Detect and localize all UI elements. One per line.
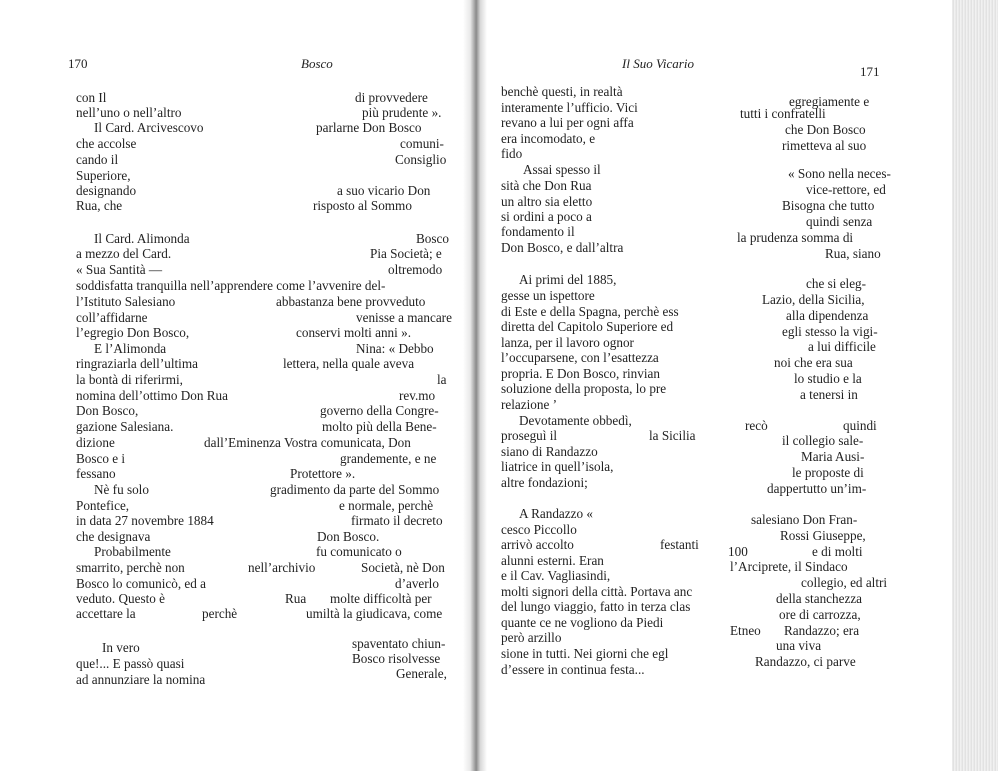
text-line: Superiore, xyxy=(76,168,131,183)
text-line: di provvedere xyxy=(355,90,428,105)
text-line: Bosco lo comunicò, ed a xyxy=(76,576,207,591)
text-line: alla dipendenza xyxy=(786,308,869,323)
text-line: Pia Società; e xyxy=(370,246,442,261)
text-line: Rua, che xyxy=(76,198,123,213)
text-line: che designava xyxy=(76,529,151,544)
text-line: perchè xyxy=(202,606,238,621)
text-line: della stanchezza xyxy=(776,591,863,606)
text-line: nomina dell’ottimo Don Rua xyxy=(76,388,229,403)
text-line: dall’Eminenza Vostra comunicata, Don xyxy=(204,435,411,450)
text-line: accettare la xyxy=(76,606,136,621)
text-line: l’Istituto Salesiano xyxy=(76,294,176,309)
text-line: propria. E Don Bosco, rinvian xyxy=(501,366,660,381)
text-line: Il Card. Alimonda xyxy=(94,231,190,246)
text-line: salesiano Don Fran- xyxy=(751,512,858,527)
text-line: molti signori della città. Portava anc xyxy=(501,584,693,599)
text-line: 100 xyxy=(728,544,748,559)
text-line: Bosco e i xyxy=(76,451,126,466)
text-line: un altro sia eletto xyxy=(501,194,593,209)
text-line: soddisfatta tranquilla nell’apprendere come l’avvenire del- xyxy=(76,278,386,293)
text-line: noi che era sua xyxy=(774,355,853,370)
text-line: abbastanza bene provveduto xyxy=(276,294,426,309)
text-line: E l’Alimonda xyxy=(94,341,167,356)
text-line: umiltà la giudicava, come xyxy=(306,606,443,621)
text-line: fondamento il xyxy=(501,224,575,239)
page-number-right: 171 xyxy=(860,64,880,79)
text-line: Don Bosco, e dall’altra xyxy=(501,240,624,255)
text-line: a mezzo del Card. xyxy=(76,246,172,261)
text-line: Bisogna che tutto xyxy=(782,198,875,213)
right-page xyxy=(476,0,998,771)
text-line: veduto. Questo è xyxy=(76,591,165,606)
text-line: del lungo viaggio, fatto in terza clas xyxy=(501,599,691,614)
text-line: però arzillo xyxy=(501,630,562,645)
text-line: Ai primi del 1885, xyxy=(519,272,617,287)
text-line: e il Cav. Vagliasindi, xyxy=(501,568,611,583)
text-line: smarrito, perchè non xyxy=(76,560,185,575)
text-line: Consiglio xyxy=(395,152,447,167)
text-line: alunni esterni. Eran xyxy=(501,553,604,568)
text-line: Assai spesso il xyxy=(523,162,601,177)
text-line: la bontà di riferirmi, xyxy=(76,372,183,387)
text-line: l’egregio Don Bosco, xyxy=(76,325,190,340)
text-line: A Randazzo « xyxy=(519,506,593,521)
text-line: quante ce ne vogliono da Piedi xyxy=(501,615,664,630)
text-line: Protettore ». xyxy=(290,466,356,481)
text-line: recò xyxy=(745,418,768,433)
text-line: la prudenza somma di xyxy=(737,230,854,245)
text-line: In vero xyxy=(102,640,140,655)
text-line: collegio, ed altri xyxy=(801,575,888,590)
text-line: che accolse xyxy=(76,136,137,151)
text-line: Società, nè Don xyxy=(361,560,445,575)
text-line: Randazzo, ci parve xyxy=(755,654,856,669)
text-line: Rua xyxy=(285,591,307,606)
text-line: rev.mo xyxy=(399,388,436,403)
text-line: gradimento da parte del Sommo xyxy=(270,482,440,497)
text-line: l’Arciprete, il Sindaco xyxy=(730,559,848,574)
running-head-left: Bosco xyxy=(301,56,333,71)
text-line: ad annunziare la nomina xyxy=(76,672,206,687)
text-line: una viva xyxy=(776,638,822,653)
text-line: Bosco xyxy=(416,231,449,246)
text-line: che Don Bosco xyxy=(785,122,866,137)
text-line: d’essere in continua festa... xyxy=(501,662,645,677)
text-line: benchè questi, in realtà xyxy=(501,84,623,99)
text-line: risposto al Sommo xyxy=(313,198,412,213)
text-line: Generale, xyxy=(396,666,447,681)
text-line: Don Bosco, xyxy=(76,403,139,418)
text-line: Nina: « Debbo xyxy=(356,341,434,356)
text-line: ore di carrozza, xyxy=(779,607,861,622)
text-line: conservi molti anni ». xyxy=(296,325,412,340)
text-line: Maria Ausi- xyxy=(801,449,865,464)
text-line: vice-rettore, ed xyxy=(806,182,886,197)
text-line: dizione xyxy=(76,435,115,450)
text-line: revano a lui per ogni affa xyxy=(501,115,634,130)
text-line: nell’archivio xyxy=(248,560,316,575)
text-line: proseguì il xyxy=(501,428,558,443)
running-head-right: Il Suo Vicario xyxy=(622,56,694,71)
text-line: Bosco risolvesse xyxy=(352,651,441,666)
text-line: Randazzo; era xyxy=(784,623,860,638)
text-line: molto più della Bene- xyxy=(322,419,437,434)
text-line: Devotamente obbedì, xyxy=(519,413,632,428)
text-line: Don Bosco. xyxy=(317,529,380,544)
text-line: fido xyxy=(501,146,523,161)
text-line: gesse un ispettore xyxy=(501,288,595,303)
text-line: que!... E passò quasi xyxy=(76,656,185,671)
text-line: interamente l’ufficio. Vici xyxy=(501,100,638,115)
text-line: altre fondazioni; xyxy=(501,475,588,490)
text-line: liatrice in quell’isola, xyxy=(501,459,614,474)
text-line: le proposte di xyxy=(792,465,864,480)
text-line: grandemente, e ne xyxy=(340,451,437,466)
text-line: la Sicilia xyxy=(649,428,696,443)
text-line: parlarne Don Bosco xyxy=(316,120,422,135)
text-line: soluzione della proposta, lo pre xyxy=(501,381,667,396)
text-line: comuni- xyxy=(400,136,444,151)
text-line: con Il xyxy=(76,90,107,105)
text-line: molte difficoltà per xyxy=(330,591,432,606)
text-line: era incomodato, e xyxy=(501,131,596,146)
text-line: « Sua Santità — xyxy=(76,262,163,277)
text-line: siano di Randazzo xyxy=(501,444,598,459)
text-line: egregiamente e xyxy=(789,94,870,109)
text-line: lo studio e la xyxy=(794,371,862,386)
text-line: rimetteva al suo xyxy=(782,138,867,153)
text-line: si ordini a poco a xyxy=(501,209,592,224)
text-line: e normale, perchè xyxy=(339,498,434,513)
text-line: Rossi Giuseppe, xyxy=(780,528,866,543)
text-line: firmato il decreto xyxy=(351,513,443,528)
text-line: la xyxy=(437,372,447,387)
left-page xyxy=(0,0,470,771)
text-line: il collegio sale- xyxy=(782,433,864,448)
text-line: quindi senza xyxy=(806,214,873,229)
text-line: più prudente ». xyxy=(362,105,442,120)
text-line: Probabilmente xyxy=(94,544,171,559)
text-line: ringraziarla dell’ultima xyxy=(76,356,198,371)
text-line: egli stesso la vigi- xyxy=(782,324,878,339)
text-line: Etneo xyxy=(730,623,761,638)
text-line: quindi xyxy=(843,418,877,433)
text-line: in data 27 novembre 1884 xyxy=(76,513,214,528)
text-line: cesco Piccollo xyxy=(501,522,577,537)
text-line: sità che Don Rua xyxy=(501,178,592,193)
text-line: designando xyxy=(76,183,137,198)
text-line: relazione ’ xyxy=(501,397,558,412)
text-line: diretta del Capitolo Superiore ed xyxy=(501,319,674,334)
text-line: lanza, per il lavoro ognor xyxy=(501,335,634,350)
text-line: d’averlo xyxy=(395,576,439,591)
text-line: Nè fu solo xyxy=(94,482,149,497)
text-line: festanti xyxy=(660,537,699,552)
text-line: a suo vicario Don xyxy=(337,183,431,198)
text-line: tutti i confratelli xyxy=(740,106,826,121)
text-line: « Sono nella neces- xyxy=(788,166,891,181)
text-line: Pontefice, xyxy=(76,498,130,513)
text-line: arrivò accolto xyxy=(501,537,574,552)
text-line: governo della Congre- xyxy=(320,403,439,418)
text-line: che si eleg- xyxy=(806,276,867,291)
text-line: dappertutto un’im- xyxy=(767,481,867,496)
text-line: venisse a mancare xyxy=(356,310,452,325)
text-line: sione in tutti. Nei giorni che egl xyxy=(501,646,669,661)
text-line: Lazio, della Sicilia, xyxy=(762,292,865,307)
text-line: spaventato chiun- xyxy=(352,636,446,651)
text-line: nell’uno o nell’altro xyxy=(76,105,182,120)
text-line: di Este e della Spagna, perchè ess xyxy=(501,304,679,319)
text-line: gazione Salesiana. xyxy=(76,419,174,434)
text-line: oltremodo xyxy=(388,262,443,277)
text-line: a tenersi in xyxy=(800,387,858,402)
text-line: l’occuparsene, con l’esattezza xyxy=(501,350,659,365)
text-line: fu comunicato o xyxy=(316,544,402,559)
text-line: lettera, nella quale aveva xyxy=(283,356,415,371)
text-line: a lui difficile xyxy=(808,339,876,354)
text-line: Rua, siano xyxy=(825,246,881,261)
page-number-left: 170 xyxy=(68,56,88,71)
text-line: cando il xyxy=(76,152,119,167)
text-line: Il Card. Arcivescovo xyxy=(94,120,204,135)
text-line: coll’affidarne xyxy=(76,310,148,325)
text-line: e di molti xyxy=(812,544,863,559)
text-line: fessano xyxy=(76,466,116,481)
